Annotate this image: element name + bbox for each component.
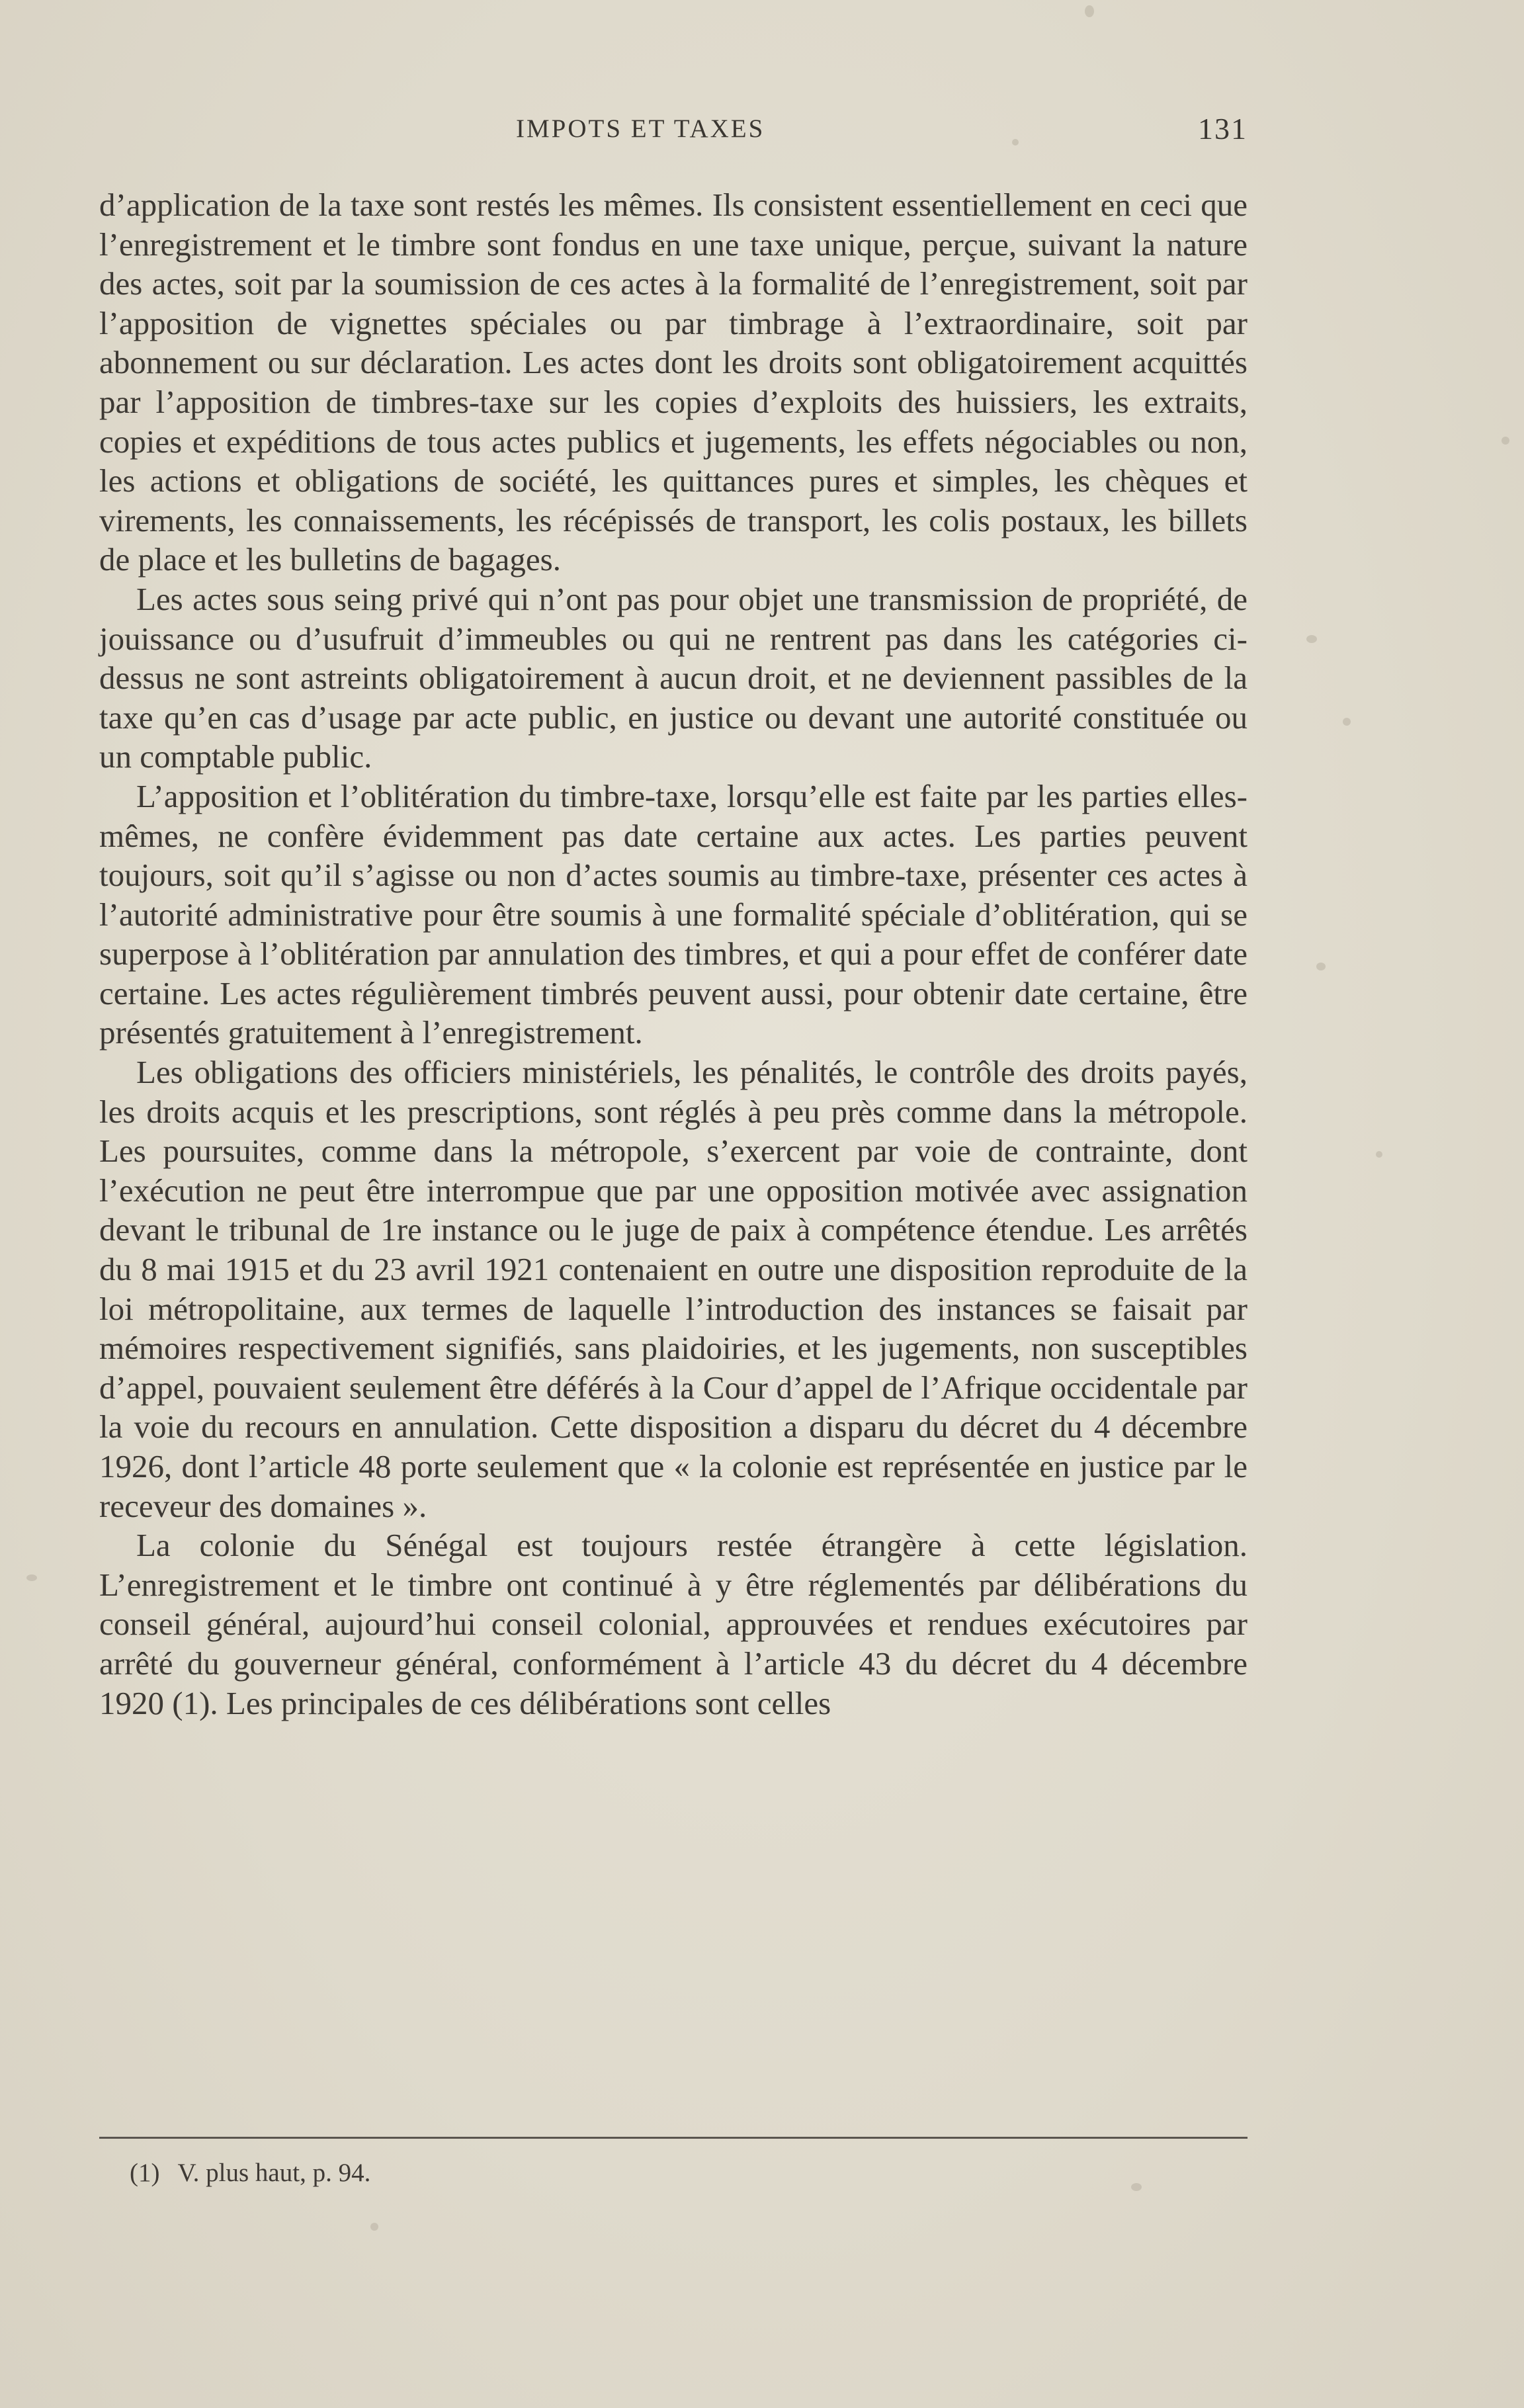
page-header	[99, 114, 1248, 153]
body-text	[99, 185, 1248, 1723]
footnote	[130, 2158, 370, 2188]
paragraph: d’application de la taxe sont restés les mêmes. Ils consistent essentiellement en ceci que l’enregistrement et le timbre sont fondus en une taxe unique, perçue, suivant la nature des actes, soit par la soumission de ces actes à la formalité de l’enregistrement, soit par l’apposition de vignettes spéciales ou par timbrage à l’extraordinaire, soit par abonnement ou sur déclaration. Les actes dont les droits sont obligatoirement acquittés par l’apposition de timbres-taxe sur les copies d’exploits des huissiers, les extraits, copies et expéditions de tous actes publics et jugements, les effets négociables ou non, les actions et obligations de société, les quittances pures et simples, les chèques et virements, les connaissements, les récépissés de transport, les colis postaux, les billets de place et les bulletins de bagages.	[99, 187, 1248, 578]
paragraph: Les actes sous seing privé qui n’ont pas pour objet une transmission de propriété, de jouissance ou d’usufruit d’immeubles ou qui ne rentrent pas dans les catégories ci-dessus ne sont astreints obligatoirement à aucun droit, et ne deviennent passibles de la taxe qu’en cas d’usage par acte public, en justice ou devant une autorité constituée ou un comptable public.	[99, 580, 1248, 775]
paragraph: La colonie du Sénégal est toujours restée étrangère à cette législation. L’enregistrement et le timbre ont continué à y être réglementés par délibérations du conseil général, aujourd’hui conseil colonial, approuvées et rendues exécutoires par arrêté du gouverneur général, conformément à l’article 43 du décret du 4 décembre 1920 (1). Les principales de ces délibérations sont celles	[99, 1527, 1248, 1721]
footnote-text: V. plus haut, p. 94.	[177, 2159, 371, 2187]
footnote-rule	[99, 2137, 1248, 2139]
paragraph: Les obligations des officiers ministériels, les pénalités, le contrôle des droits payés, les droits acquis et les prescriptions, sont réglés à peu près comme dans la métropole. Les poursuites, comme dans la métropole, s’exercent par voie de contrainte, dont l’exécution ne peut être interrompue que par une opposition motivée avec assignation devant le tribunal de 1re instance ou le juge de paix à compétence étendue. Les arrêtés du 8 mai 1915 et du 23 avril 1921 contenaient en outre une disposition reproduite de la loi métropolitaine, aux termes de laquelle l’introduction des instances se faisait par mémoires respectivement signifiés, sans plaidoiries, et les jugements, non susceptibles d’appel, pouvaient seulement être déférés à la Cour d’appel de l’Afrique occidentale par la voie du recours en annulation. Cette disposition a disparu du décret du 4 décembre 1926, dont l’article 48 porte seulement que « la colonie est représentée en justice par le receveur des domaines ».	[99, 1054, 1248, 1524]
running-title: IMPOTS ET TAXES	[516, 114, 765, 143]
page-number: 131	[1198, 112, 1248, 146]
paragraph: L’apposition et l’oblitération du timbre-taxe, lorsqu’elle est faite par les parties elles-mêmes, ne confère évidemment pas date certaine aux actes. Les parties peuvent toujours, soit qu’il s’agisse ou non d’actes soumis au timbre-taxe, présenter ces actes à l’autorité administrative pour être soumis à une formalité spéciale d’oblitération, qui se superpose à l’oblitération par annulation des timbres, et qui a pour effet de conférer date certaine. Les actes régulièrement timbrés peuvent aussi, pour obtenir date certaine, être présentés gratuitement à l’enregistrement.	[99, 777, 1248, 1051]
footnote-marker: (1)	[130, 2159, 160, 2187]
